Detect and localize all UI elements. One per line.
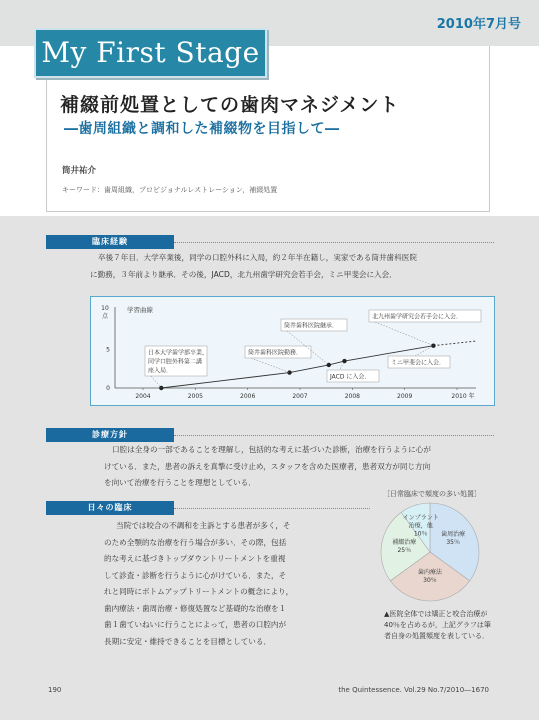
slice-value-label: 35％ — [446, 539, 460, 547]
annotation-label: ミニ甲斐会に入会． — [391, 359, 446, 367]
data-point — [287, 370, 291, 374]
author-name: 筒井祐介 — [62, 166, 97, 176]
y-tick-label: 5 — [106, 346, 110, 354]
policy-line: けている．また，患者の訴えを真摯に受け止め，スタッフを含めた医療者，患者双方が同じ方向 — [104, 461, 431, 471]
slice-label: インプラント — [402, 514, 439, 522]
daily-line: 長期に安定・維持できることを目標としている． — [104, 636, 272, 646]
slice-label: 歯内療法 — [417, 569, 443, 576]
section-heading-policy: 診療方針 — [46, 428, 174, 442]
data-point — [342, 359, 346, 363]
daily-line: 的な考えに基づきトップダウントリートメントを重視 — [104, 554, 286, 563]
daily-line: 歯１歯ていねいに行うことによって，患者の口腔内が — [104, 620, 287, 629]
slice-label: 補綴治療 — [392, 538, 417, 546]
slice-label: 歯周治療 — [441, 531, 466, 539]
policy-line: 口腔は全身の一部であることを理解し，包括的な考えに基づいた診断，治療を行うように心が — [112, 445, 431, 454]
article-title: 補綴前処置としての歯肉マネジメント — [60, 94, 400, 116]
section-divider — [174, 242, 494, 243]
x-tick-label: 2005 — [187, 393, 203, 400]
issue-date: 2010年7月号 — [436, 17, 521, 32]
annotation-label: 筒井歯科医院継承． — [284, 322, 339, 330]
x-tick-label: 2006 — [240, 393, 256, 400]
daily-line: 歯内療法・歯周治療・修復処置など基礎的な治療を１ — [104, 603, 287, 613]
annotation-label: 筒井歯科医院勤務． — [248, 349, 303, 357]
section-heading-daily: 日々の臨床 — [46, 501, 174, 515]
procedure-pie-chart — [372, 496, 492, 606]
x-tick-label: 2004 — [135, 393, 151, 400]
daily-line: のため全顎的な治療を行う場合が多い．その際，包括 — [104, 537, 287, 547]
annotation-label: 座入局． — [148, 367, 173, 375]
annotation-label: JACD に入会． — [330, 373, 371, 381]
learning-curve-extension — [433, 341, 476, 346]
y-axis-label: 点 — [101, 313, 109, 320]
x-tick-label: 2009 — [397, 393, 413, 400]
chart-title: 学習曲線 — [127, 306, 153, 314]
daily-line: れと同時にボトムアップトリートメントの概念により， — [104, 587, 294, 596]
x-tick-label: 2010 年 — [451, 393, 475, 400]
daily-text — [104, 518, 293, 650]
slice-value-label: 30％ — [423, 577, 437, 584]
slice-value-label: 10％ — [413, 530, 428, 538]
annotation-leader — [375, 322, 433, 346]
learning-curve-chart — [90, 296, 495, 406]
annotation-label: 北九州歯学研究会若手会に入会． — [372, 313, 463, 321]
journal-citation: the Quintessence. Vol.29 No.7/2010―1670 — [338, 686, 489, 694]
daily-line: して診査・診断を行うように心がけている．また，そ — [104, 570, 287, 580]
y-tick-label: 0 — [106, 385, 110, 392]
slice-label: 治療，他 — [408, 522, 433, 530]
keywords: キーワード：歯周組織，プロビジョナルレストレーション，補綴処置 — [62, 186, 278, 194]
policy-text — [104, 442, 431, 492]
annotation-label: 日本大学歯学部卒業， — [148, 349, 209, 357]
article-subtitle: ―歯周組織と調和した補綴物を目指して― — [64, 121, 340, 137]
section-divider — [174, 435, 494, 436]
y-axis-label: 10 — [101, 305, 109, 312]
slice-value-label: 25％ — [397, 546, 412, 554]
x-tick-label: 2007 — [292, 393, 308, 400]
section-heading-career: 臨床経験 — [46, 235, 174, 249]
annotation-leader — [151, 376, 161, 388]
career-line: に勤務，３年前より継承．その後，JACD，北九州歯学研究会若手会，ミニ甲斐会に入会． — [90, 269, 397, 279]
learning-curve-svg — [91, 297, 496, 407]
daily-line: 当院では咬合の不調和を主訴とする患者が多く，そ — [116, 521, 291, 530]
section-divider — [174, 508, 370, 509]
career-text — [90, 250, 417, 283]
series-banner: My First Stage — [34, 28, 267, 78]
annotation-leader — [251, 358, 290, 373]
x-tick-label: 2008 — [344, 393, 360, 400]
career-line: 卒後７年目．大学卒業後，同学の口腔外科に入局，約２年半在籍し，実家である筒井歯科医院 — [98, 253, 417, 262]
pie-chart-title: ［日常臨床で頻度の多い処置］ — [383, 490, 481, 498]
annotation-label: 同学口腔外科第二講 — [148, 358, 203, 366]
page-number: 190 — [48, 686, 62, 694]
pie-chart-note: ▲医院全体では矯正と咬合治療が40％を占めるが，上記グラフは筆者自身の処置頻度を表している． — [384, 610, 491, 640]
policy-line: を向いて治療を行うことを理想としている． — [104, 478, 256, 487]
